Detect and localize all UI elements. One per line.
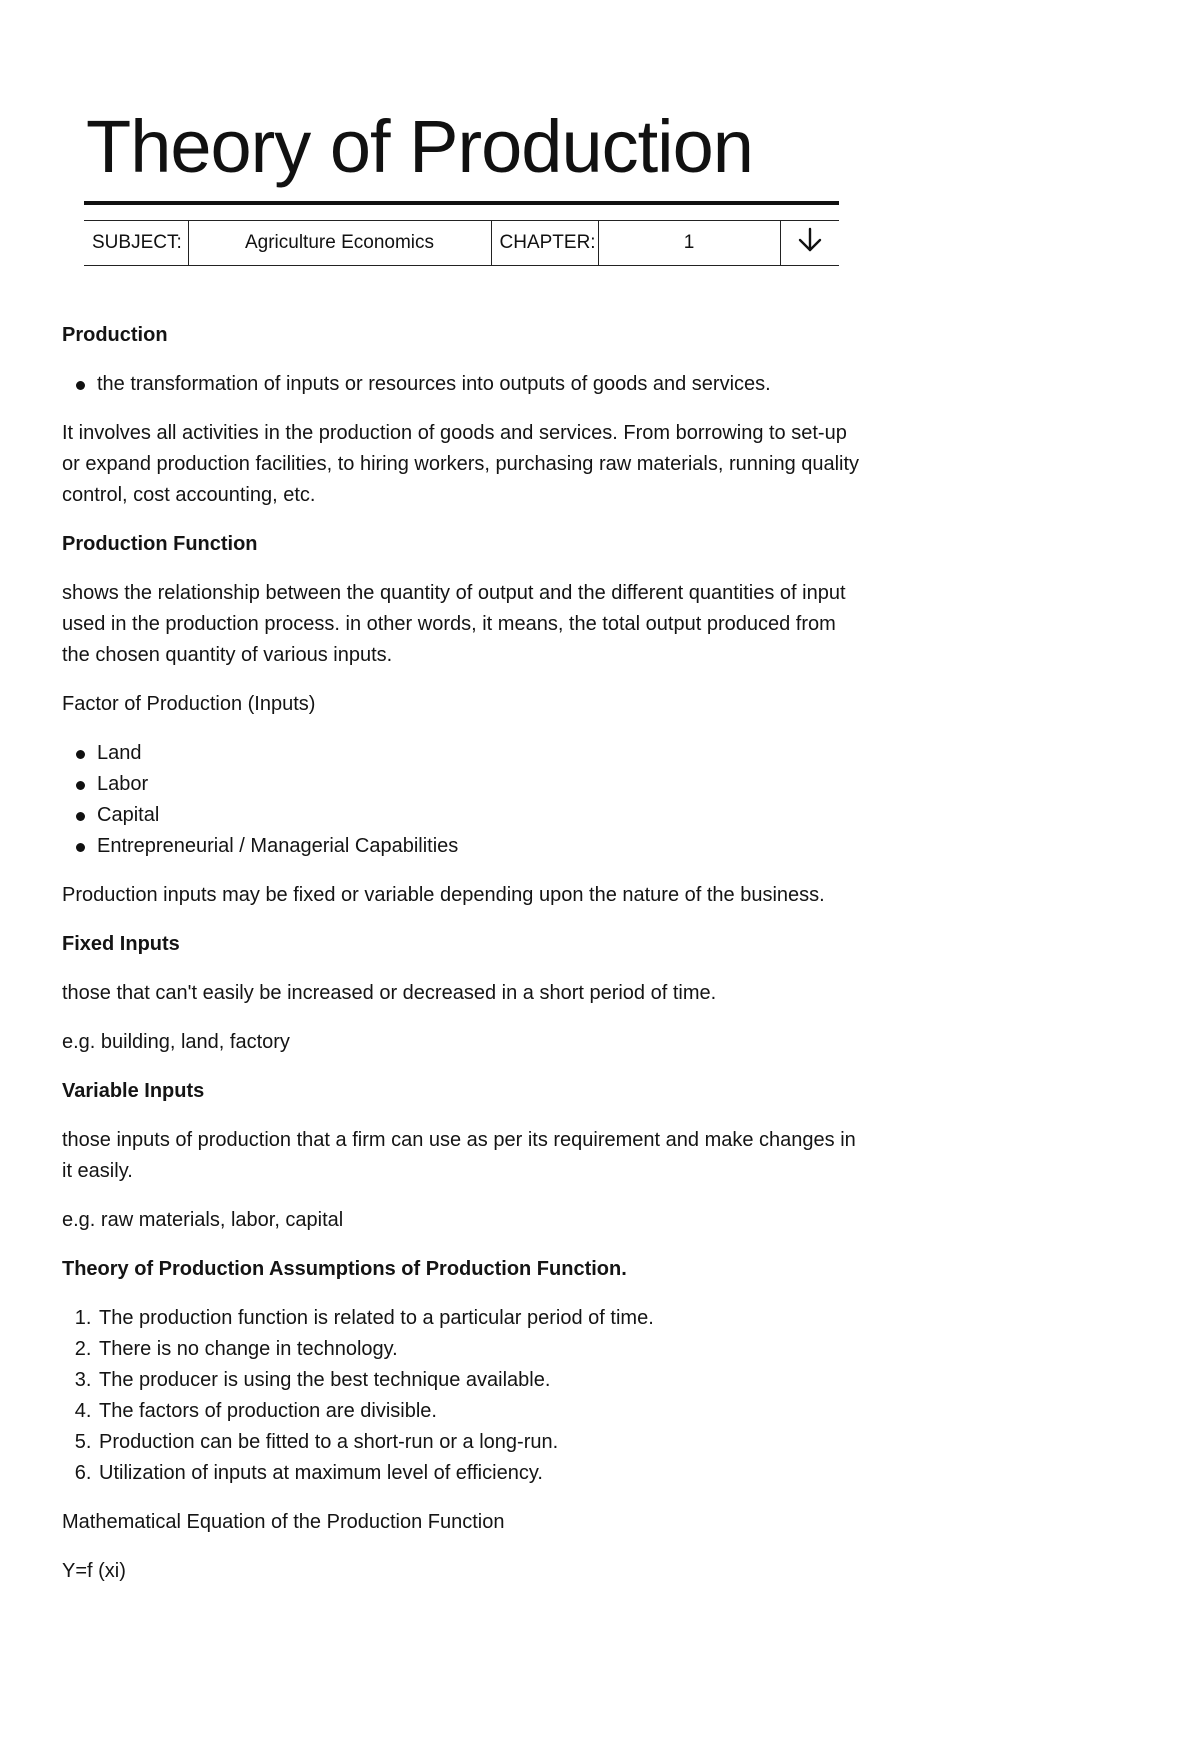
factors-list [62, 738, 862, 862]
page-title: Theory of Production [86, 105, 753, 188]
arrow-down-icon [795, 225, 825, 255]
list-item: the transformation of inputs or resources into outputs of goods and services. [97, 369, 862, 400]
document-body [62, 320, 862, 1605]
fixed-inputs-paragraph: those that can't easily be increased or decreased in a short period of time. [62, 982, 717, 1004]
subject-value: Agriculture Economics [188, 221, 491, 266]
list-item: 3. The producer is using the best technique available. [97, 1365, 862, 1396]
production-function-paragraph: shows the relationship between the quantity of output and the different quantities of input used in the production process. in other words, it means, the total output produced from the chosen quantity of various inputs. [62, 582, 846, 666]
metadata-row [84, 221, 839, 266]
fixed-inputs-heading: Fixed Inputs [62, 933, 180, 955]
equation: Y=f (xi) [62, 1560, 126, 1582]
production-heading: Production [62, 324, 168, 346]
inputs-paragraph: Production inputs may be fixed or variable depending upon the nature of the business. [62, 884, 825, 906]
assumptions-heading: Theory of Production Assumptions of Production Function. [62, 1258, 627, 1280]
factors-heading: Factor of Production (Inputs) [62, 693, 316, 715]
equation-heading: Mathematical Equation of the Production Function [62, 1511, 505, 1533]
production-paragraph: It involves all activities in the production of goods and services. From borrowing to set-up or expand production facilities, to hiring workers, purchasing raw materials, running quality control, cost accounting, etc. [62, 422, 860, 506]
list-item: 1. The production function is related to a particular period of time. [97, 1303, 862, 1334]
list-item: 6. Utilization of inputs at maximum level of efficiency. [97, 1458, 862, 1489]
variable-inputs-example: e.g. raw materials, labor, capital [62, 1209, 344, 1231]
subject-label: SUBJECT: [84, 221, 188, 266]
chapter-value: 1 [598, 221, 780, 266]
list-item: Capital [97, 800, 862, 831]
production-function-heading: Production Function [62, 533, 258, 555]
list-item: Land [97, 738, 862, 769]
chapter-label: CHAPTER: [491, 221, 598, 266]
list-item: 4. The factors of production are divisible. [97, 1396, 862, 1427]
variable-inputs-paragraph: those inputs of production that a firm can use as per its requirement and make changes in it easily. [62, 1129, 856, 1182]
title-divider [84, 201, 839, 205]
list-item: 5. Production can be fitted to a short-run or a long-run. [97, 1427, 862, 1458]
production-bullet-list [62, 369, 862, 400]
metadata-table [84, 220, 839, 266]
variable-inputs-heading: Variable Inputs [62, 1080, 205, 1102]
fixed-inputs-example: e.g. building, land, factory [62, 1031, 290, 1053]
arrow-cell [780, 221, 839, 266]
list-item: Labor [97, 769, 862, 800]
list-item: 2. There is no change in technology. [97, 1334, 862, 1365]
list-item: Entrepreneurial / Managerial Capabilities [97, 831, 862, 862]
assumptions-list [62, 1303, 862, 1489]
